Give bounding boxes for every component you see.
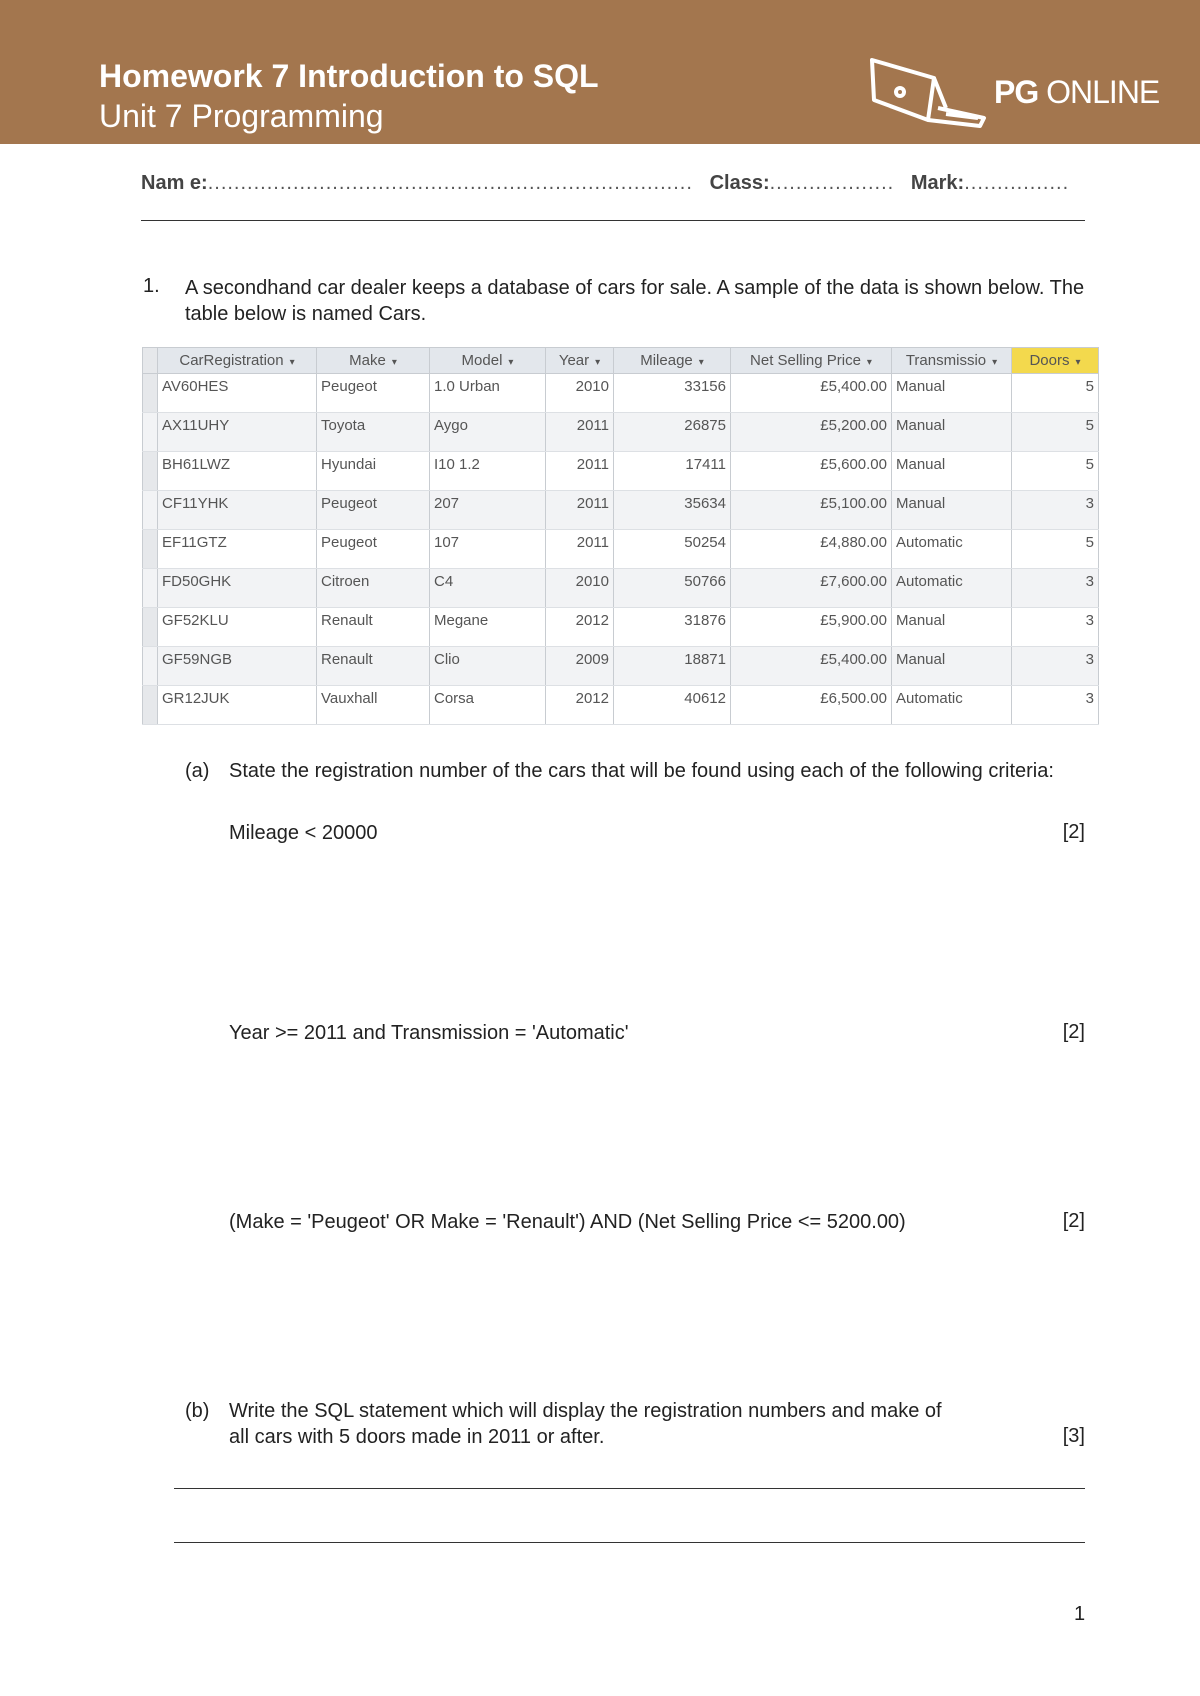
part-b-mark: [3]	[1062, 1425, 1085, 1447]
table-cell[interactable]: Peugeot	[317, 491, 430, 530]
table-cell[interactable]: £5,200.00	[731, 413, 892, 452]
criteria-mark: [2]	[1062, 1210, 1085, 1232]
table-cell[interactable]: FD50GHK	[158, 569, 317, 608]
criteria-text: Mileage < 20000	[229, 822, 378, 844]
table-cell[interactable]: 3	[1012, 491, 1099, 530]
table-cell[interactable]: £5,900.00	[731, 608, 892, 647]
answer-line[interactable]	[174, 1542, 1085, 1543]
table-cell[interactable]: 5	[1012, 374, 1099, 413]
student-details-row	[141, 172, 1085, 195]
row-selector[interactable]	[143, 569, 158, 608]
document-subtitle: Unit 7 Programming	[99, 98, 384, 134]
row-selector-header[interactable]	[143, 348, 158, 374]
cars-table	[142, 347, 1099, 725]
table-cell[interactable]: Automatic	[892, 530, 1012, 569]
table-cell[interactable]: Toyota	[317, 413, 430, 452]
table-cell[interactable]: Vauxhall	[317, 686, 430, 725]
brand-logo-text: PG ONLINE	[994, 74, 1160, 110]
table-cell[interactable]: 2011	[546, 413, 614, 452]
table-cell[interactable]: Peugeot	[317, 374, 430, 413]
table-row[interactable]	[143, 374, 1099, 413]
page-number: 1	[1074, 1603, 1086, 1625]
table-cell[interactable]: 2012	[546, 608, 614, 647]
row-selector[interactable]	[143, 647, 158, 686]
part-b-text-line1: Write the SQL statement which will display the registration numbers and make of	[229, 1400, 942, 1422]
column-header[interactable]: Transmissio ▾	[892, 348, 1012, 374]
table-cell[interactable]: Aygo	[430, 413, 546, 452]
mark-label: Mark:	[910, 172, 965, 194]
table-cell[interactable]: 50766	[614, 569, 731, 608]
table-row[interactable]	[143, 530, 1099, 569]
column-header[interactable]: Net Selling Price ▾	[731, 348, 892, 374]
column-header[interactable]: Make ▾	[317, 348, 430, 374]
table-cell[interactable]: Manual	[892, 647, 1012, 686]
table-cell[interactable]: 2010	[546, 374, 614, 413]
table-cell[interactable]: Manual	[892, 608, 1012, 647]
table-cell[interactable]: 31876	[614, 608, 731, 647]
table-cell[interactable]: GR12JUK	[158, 686, 317, 725]
page-header	[0, 0, 1200, 144]
part-a-label: (a)	[185, 760, 210, 782]
table-cell[interactable]: £5,100.00	[731, 491, 892, 530]
table-cell[interactable]: Manual	[892, 452, 1012, 491]
table-cell[interactable]: 5	[1012, 452, 1099, 491]
name-label: Nam e:	[141, 172, 208, 194]
table-cell[interactable]: 2011	[546, 530, 614, 569]
table-header-row	[143, 348, 1099, 374]
table-cell[interactable]: 3	[1012, 569, 1099, 608]
table-cell[interactable]: C4	[430, 569, 546, 608]
table-cell[interactable]: Clio	[430, 647, 546, 686]
document-title: Homework 7 Introduction to SQL	[99, 58, 599, 94]
table-row[interactable]	[143, 491, 1099, 530]
table-cell[interactable]: Manual	[892, 374, 1012, 413]
answer-line[interactable]	[174, 1488, 1085, 1489]
question-text: A secondhand car dealer keeps a database of cars for sale. A sample of the data is shown below. The table below is named Cars.	[185, 277, 1085, 325]
class-label: Class:	[709, 172, 770, 194]
row-selector[interactable]	[143, 491, 158, 530]
row-selector[interactable]	[143, 686, 158, 725]
table-cell[interactable]: AX11UHY	[158, 413, 317, 452]
row-selector[interactable]	[143, 413, 158, 452]
table-cell[interactable]: Renault	[317, 647, 430, 686]
table-cell[interactable]: £7,600.00	[731, 569, 892, 608]
criteria-mark: [2]	[1062, 821, 1085, 843]
name-field[interactable]: ..........................................................................	[207, 172, 693, 194]
table-cell[interactable]: GF52KLU	[158, 608, 317, 647]
table-cell[interactable]: 107	[430, 530, 546, 569]
table-cell[interactable]: 2009	[546, 647, 614, 686]
class-field[interactable]: ...................	[769, 172, 895, 194]
part-a-text: State the registration number of the cars that will be found using each of the following criteria:	[229, 760, 1054, 782]
table-cell[interactable]: 2011	[546, 491, 614, 530]
table-row[interactable]	[143, 452, 1099, 491]
column-header[interactable]: Model ▾	[430, 348, 546, 374]
table-cell[interactable]: Manual	[892, 413, 1012, 452]
table-cell[interactable]: AV60HES	[158, 374, 317, 413]
part-b-text-line2: all cars with 5 doors made in 2011 or after.	[229, 1426, 605, 1448]
column-header[interactable]: Mileage ▾	[614, 348, 731, 374]
table-cell[interactable]: Citroen	[317, 569, 430, 608]
table-cell[interactable]: 1.0 Urban	[430, 374, 546, 413]
table-cell[interactable]: 207	[430, 491, 546, 530]
table-row[interactable]	[143, 686, 1099, 725]
table-cell[interactable]: 17411	[614, 452, 731, 491]
table-cell[interactable]: 3	[1012, 608, 1099, 647]
table-cell[interactable]: Megane	[430, 608, 546, 647]
table-row[interactable]	[143, 647, 1099, 686]
table-cell[interactable]: 5	[1012, 413, 1099, 452]
row-selector[interactable]	[143, 530, 158, 569]
row-selector[interactable]	[143, 452, 158, 491]
table-cell[interactable]: Renault	[317, 608, 430, 647]
table-cell[interactable]: £5,400.00	[731, 374, 892, 413]
criteria-text: Year >= 2011 and Transmission = 'Automatic'	[229, 1022, 629, 1044]
mark-field[interactable]: ................	[964, 172, 1070, 194]
column-header[interactable]: CarRegistration ▾	[158, 348, 317, 374]
table-cell[interactable]: 3	[1012, 647, 1099, 686]
table-row[interactable]	[143, 608, 1099, 647]
part-b-label: (b)	[185, 1400, 210, 1422]
table-cell[interactable]: 35634	[614, 491, 731, 530]
table-cell[interactable]: CF11YHK	[158, 491, 317, 530]
column-header-doors[interactable]: Doors ▾	[1012, 348, 1099, 374]
table-cell[interactable]: 18871	[614, 647, 731, 686]
table-cell[interactable]: £5,400.00	[731, 647, 892, 686]
column-header[interactable]: Year ▾	[546, 348, 614, 374]
table-cell[interactable]: EF11GTZ	[158, 530, 317, 569]
table-cell[interactable]: 3	[1012, 686, 1099, 725]
table-cell[interactable]: 5	[1012, 530, 1099, 569]
table-cell[interactable]: Manual	[892, 491, 1012, 530]
table-cell[interactable]: 50254	[614, 530, 731, 569]
table-cell[interactable]: 26875	[614, 413, 731, 452]
table-cell[interactable]: £4,880.00	[731, 530, 892, 569]
criteria-text: (Make = 'Peugeot' OR Make = 'Renault') AND (Net Selling Price <= 5200.00)	[229, 1211, 906, 1233]
table-cell[interactable]: Hyundai	[317, 452, 430, 491]
table-cell[interactable]: Peugeot	[317, 530, 430, 569]
laptop-logo-icon	[868, 56, 988, 132]
table-cell[interactable]: £6,500.00	[731, 686, 892, 725]
table-cell[interactable]: Automatic	[892, 569, 1012, 608]
row-selector[interactable]	[143, 608, 158, 647]
table-cell[interactable]: Corsa	[430, 686, 546, 725]
table-cell[interactable]: 2012	[546, 686, 614, 725]
table-cell[interactable]: 40612	[614, 686, 731, 725]
criteria-mark: [2]	[1062, 1021, 1085, 1043]
question-number: 1.	[143, 275, 160, 297]
table-cell[interactable]: 2010	[546, 569, 614, 608]
header-divider	[141, 220, 1085, 221]
table-cell[interactable]: GF59NGB	[158, 647, 317, 686]
table-cell[interactable]: 2011	[546, 452, 614, 491]
table-row[interactable]	[143, 569, 1099, 608]
table-row[interactable]	[143, 413, 1099, 452]
row-selector[interactable]	[143, 374, 158, 413]
table-cell[interactable]: I10 1.2	[430, 452, 546, 491]
table-cell[interactable]: BH61LWZ	[158, 452, 317, 491]
table-cell[interactable]: Automatic	[892, 686, 1012, 725]
table-cell[interactable]: 33156	[614, 374, 731, 413]
table-cell[interactable]: £5,600.00	[731, 452, 892, 491]
